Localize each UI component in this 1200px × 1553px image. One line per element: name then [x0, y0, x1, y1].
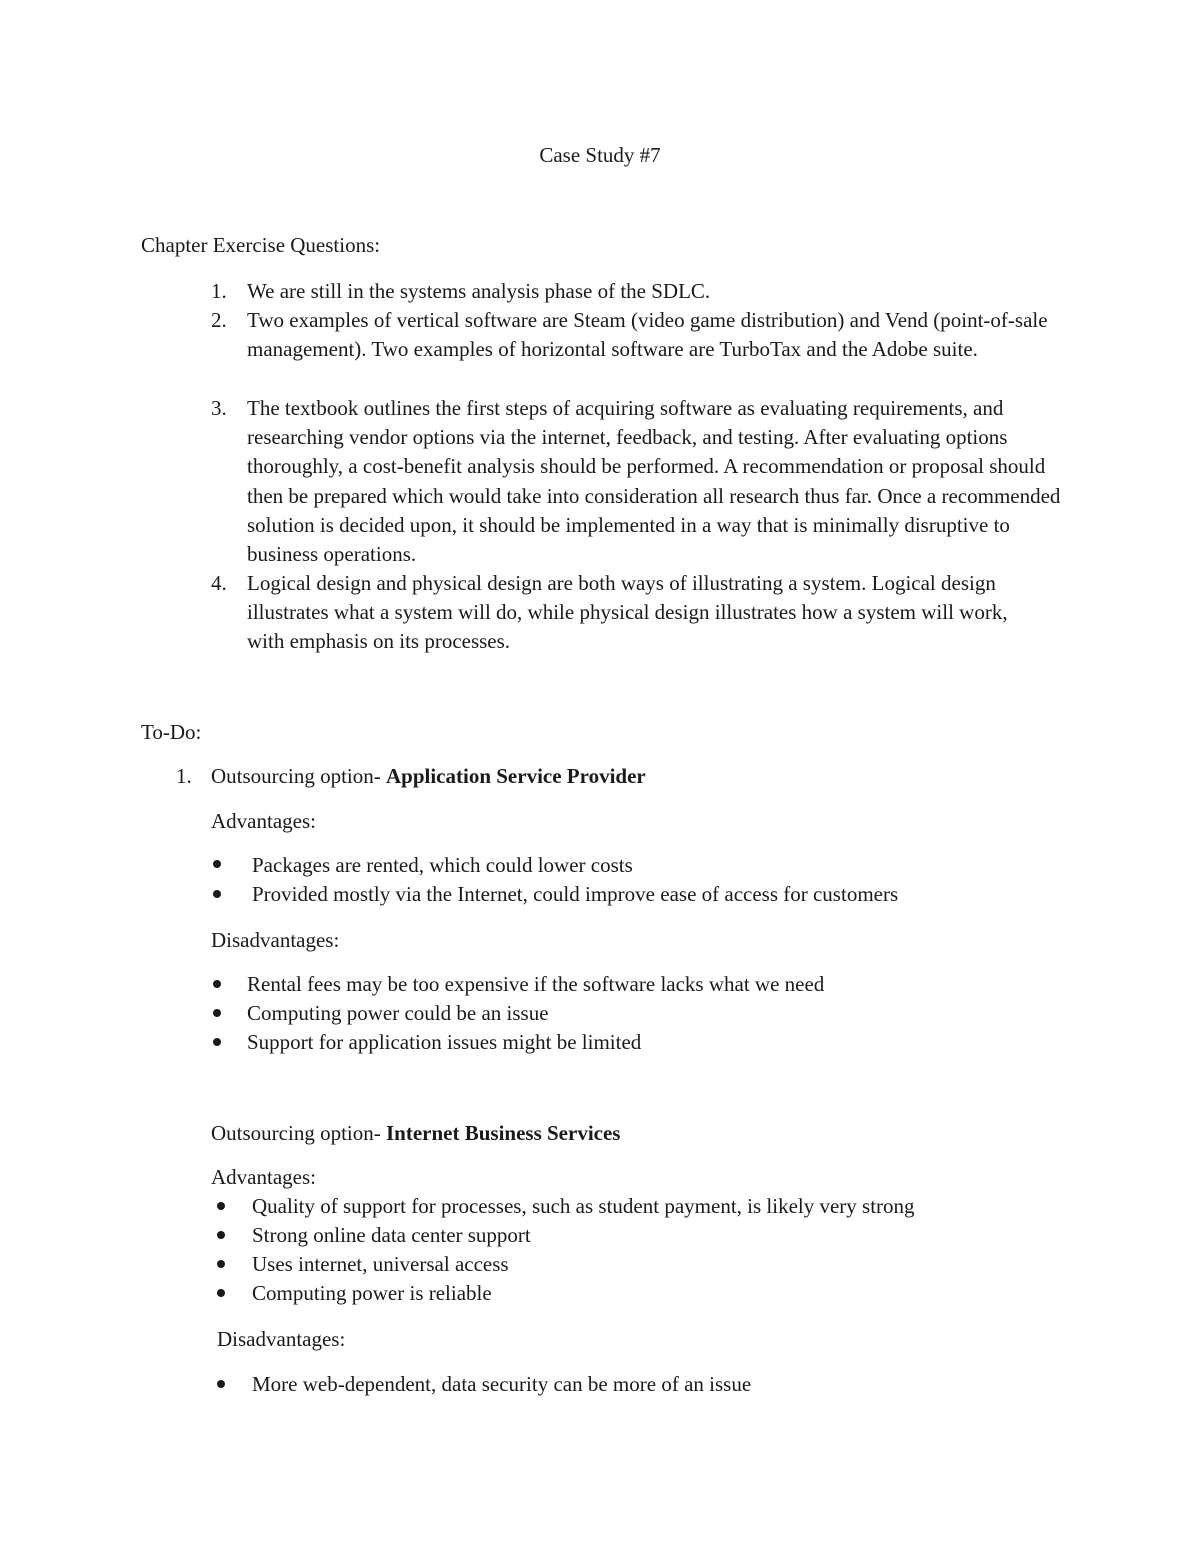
bullet-item: Uses internet, universal access: [252, 1252, 509, 1276]
disadvantages-label: Disadvantages:: [217, 1327, 346, 1351]
list-item-text: Two examples of vertical software are Steam (video game distribution) and Vend (point-of-sale management). Two examples of horizontal software are TurboTax and the Adobe suite.: [247, 308, 1048, 362]
advantages-label: Advantages:: [211, 1165, 316, 1189]
bullet-item: Quality of support for processes, such as student payment, is likely very strong: [252, 1194, 915, 1218]
bullet-icon: [213, 860, 221, 868]
list-item-text: The textbook outlines the first steps of acquiring software as evaluating requirements, and researching vendor options via the internet, feedback, and testing. After evaluating options thoroughly, a cost-benefit analysis should be performed. A recommendation or proposal should then be prepared which would take into consideration all research thus far. Once a recommended solution is decided upon, it should be implemented in a way that is minimally disruptive to business operations.: [247, 396, 1061, 567]
list-number: 2.: [211, 308, 227, 332]
section-heading-todo: To-Do:: [141, 720, 202, 744]
bullet-icon: [217, 1260, 225, 1268]
bullet-item: Rental fees may be too expensive if the software lacks what we need: [247, 972, 825, 996]
option-prefix: Outsourcing option-: [211, 1121, 386, 1145]
bullet-item: Computing power is reliable: [252, 1281, 492, 1305]
bullet-icon: [217, 1202, 225, 1210]
bullet-icon: [213, 1038, 221, 1046]
disadvantages-label: Disadvantages:: [211, 928, 340, 952]
bullet-item: More web-dependent, data security can be more of an issue: [252, 1372, 752, 1396]
bullet-item: Provided mostly via the Internet, could improve ease of access for customers: [252, 882, 899, 906]
list-number: 1.: [176, 764, 192, 788]
bullet-icon: [213, 980, 221, 988]
option-heading: [211, 762, 646, 791]
option-name: Application Service Provider: [385, 764, 646, 788]
bullet-icon: [217, 1231, 225, 1239]
option-name: Internet Business Services: [385, 1121, 621, 1145]
list-number: 1.: [211, 279, 227, 303]
bullet-icon: [213, 890, 221, 898]
document-title: Case Study #7: [539, 143, 661, 167]
bullet-item: Packages are rented, which could lower costs: [252, 853, 633, 877]
bullet-icon: [213, 1009, 221, 1017]
bullet-item: Strong online data center support: [252, 1223, 531, 1247]
bullet-icon: [217, 1289, 225, 1297]
list-number: 3.: [211, 396, 227, 420]
bullet-item: Computing power could be an issue: [247, 1001, 549, 1025]
advantages-label: Advantages:: [211, 809, 316, 833]
bullet-item: Support for application issues might be limited: [247, 1030, 642, 1054]
section-heading-chapter-exercise: Chapter Exercise Questions:: [141, 233, 381, 257]
list-number: 4.: [211, 571, 227, 595]
list-item-text: We are still in the systems analysis phase of the SDLC.: [247, 279, 711, 303]
option-heading: [211, 1119, 620, 1148]
list-item-text: Logical design and physical design are both ways of illustrating a system. Logical design illustrates what a system will do, while physical design illustrates how a system will work, with emphasis on its processes.: [247, 571, 1008, 654]
option-prefix: Outsourcing option-: [211, 764, 386, 788]
bullet-icon: [217, 1380, 225, 1388]
